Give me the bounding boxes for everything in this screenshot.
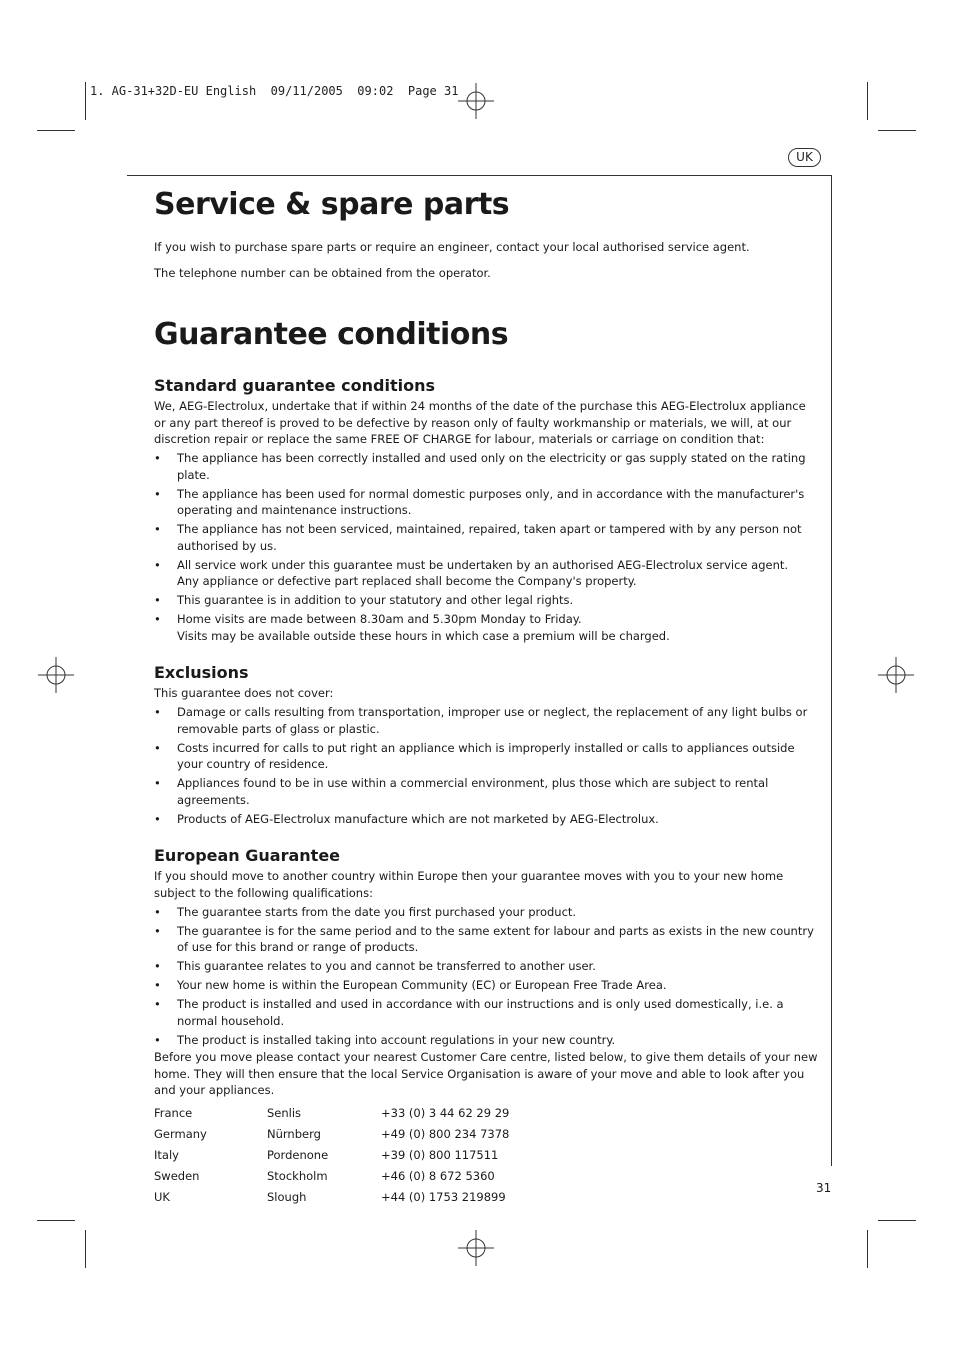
list-item: • The product is installed and used in accordance with our instructions and is only used domestically, i.e. a normal household. <box>154 996 820 1029</box>
language-badge: UK <box>788 148 821 167</box>
contact-phone: +44 (0) 1753 219899 <box>381 1189 506 1204</box>
contact-phone: +46 (0) 8 672 5360 <box>381 1168 495 1183</box>
customer-care-table <box>154 1103 820 1208</box>
contact-country: Germany <box>154 1126 207 1141</box>
list-item: • Damage or calls resulting from transportation, improper use or neglect, the replacement of any light bulbs or removable parts of glass or plastic. <box>154 704 820 737</box>
list-item: • The product is installed taking into account regulations in your new country. <box>154 1032 820 1049</box>
list-item: • This guarantee relates to you and cannot be transferred to another user. <box>154 958 820 975</box>
table-row <box>154 1145 820 1166</box>
registration-mark-top <box>458 83 494 119</box>
service-title: Service & spare parts <box>154 187 510 222</box>
european-heading: European Guarantee <box>154 846 341 865</box>
list-item: • This guarantee is in addition to your statutory and other legal rights. <box>154 592 820 609</box>
frame-top-rule <box>127 175 832 176</box>
table-row <box>154 1124 820 1145</box>
page-number: 31 <box>816 1181 832 1195</box>
page-content <box>154 183 820 1208</box>
contact-country: Italy <box>154 1147 179 1162</box>
european-intro: If you should move to another country within Europe then your guarantee moves with you to your new home subject to the following qualifications: <box>154 869 784 900</box>
list-item: • The guarantee starts from the date you first purchased your product. <box>154 904 820 921</box>
standard-list <box>154 450 820 644</box>
contact-phone: +49 (0) 800 234 7378 <box>381 1126 510 1141</box>
print-slug: 1. AG-31+32D-EU English 09/11/2005 09:02 Page 31 <box>90 84 459 98</box>
list-item: • The guarantee is for the same period and to the same extent for labour and parts as exists in the new country of use for this brand or range of products. <box>154 923 820 956</box>
list-item: • Costs incurred for calls to put right an appliance which is improperly installed or calls to appliances outside your country of residence. <box>154 740 820 773</box>
registration-mark-bottom <box>458 1230 494 1266</box>
contact-country: UK <box>154 1189 170 1204</box>
list-item: • The appliance has not been serviced, maintained, repaired, taken apart or tampered with by any person not authorised by us. <box>154 521 820 554</box>
contact-city: Stockholm <box>267 1168 328 1183</box>
service-paragraph: The telephone number can be obtained from the operator. <box>154 265 491 280</box>
guarantee-title: Guarantee conditions <box>154 317 509 352</box>
contact-city: Nürnberg <box>267 1126 321 1141</box>
exclusions-intro: This guarantee does not cover: <box>154 686 334 700</box>
european-list <box>154 904 820 1049</box>
list-item: • All service work under this guarantee must be undertaken by an authorised AEG-Electrolux service agent. Any appliance or defective part replaced shall become the Company's property. <box>154 557 820 590</box>
contact-phone: +33 (0) 3 44 62 29 29 <box>381 1105 510 1120</box>
list-item: • Home visits are made between 8.30am and 5.30pm Monday to Friday. Visits may be available outside these hours in which case a premium will be charged. <box>154 611 820 644</box>
list-item: • Your new home is within the European Community (EC) or European Free Trade Area. <box>154 977 820 994</box>
contact-country: France <box>154 1105 193 1120</box>
contact-phone: +39 (0) 800 117511 <box>381 1147 499 1162</box>
standard-intro: We, AEG-Electrolux, undertake that if within 24 months of the date of the purchase this AEG-Electrolux appliance or any part thereof is proved to be defective by reason only of faulty workmanship or materials, we will, at our discretion repair or replace the same FREE OF CHARGE for labour, materials or carriage on condition that: <box>154 399 806 446</box>
contact-country: Sweden <box>154 1168 200 1183</box>
contact-city: Slough <box>267 1189 307 1204</box>
table-row <box>154 1187 820 1208</box>
registration-mark-right <box>878 657 914 693</box>
list-item: • The appliance has been correctly installed and used only on the electricity or gas supply stated on the rating plate. <box>154 450 820 483</box>
table-row <box>154 1166 820 1187</box>
contact-city: Pordenone <box>267 1147 329 1162</box>
table-row <box>154 1103 820 1124</box>
exclusions-list <box>154 704 820 827</box>
service-paragraph: If you wish to purchase spare parts or require an engineer, contact your local authorised service agent. <box>154 240 750 254</box>
registration-mark-left <box>38 657 74 693</box>
standard-heading: Standard guarantee conditions <box>154 376 436 395</box>
frame-right-rule <box>831 175 832 1166</box>
european-outro: Before you move please contact your nearest Customer Care centre, listed below, to give them details of your new home. They will then ensure that the local Service Organisation is aware of your move and able to look after you and your appliances. <box>154 1050 818 1097</box>
list-item: • Appliances found to be in use within a commercial environment, plus those which are subject to rental agreements. <box>154 775 820 808</box>
list-item: • The appliance has been used for normal domestic purposes only, and in accordance with the manufacturer's operating and maintenance instructions. <box>154 486 820 519</box>
list-item: • Products of AEG-Electrolux manufacture which are not marketed by AEG-Electrolux. <box>154 811 820 828</box>
exclusions-heading: Exclusions <box>154 663 249 682</box>
contact-city: Senlis <box>267 1105 302 1120</box>
